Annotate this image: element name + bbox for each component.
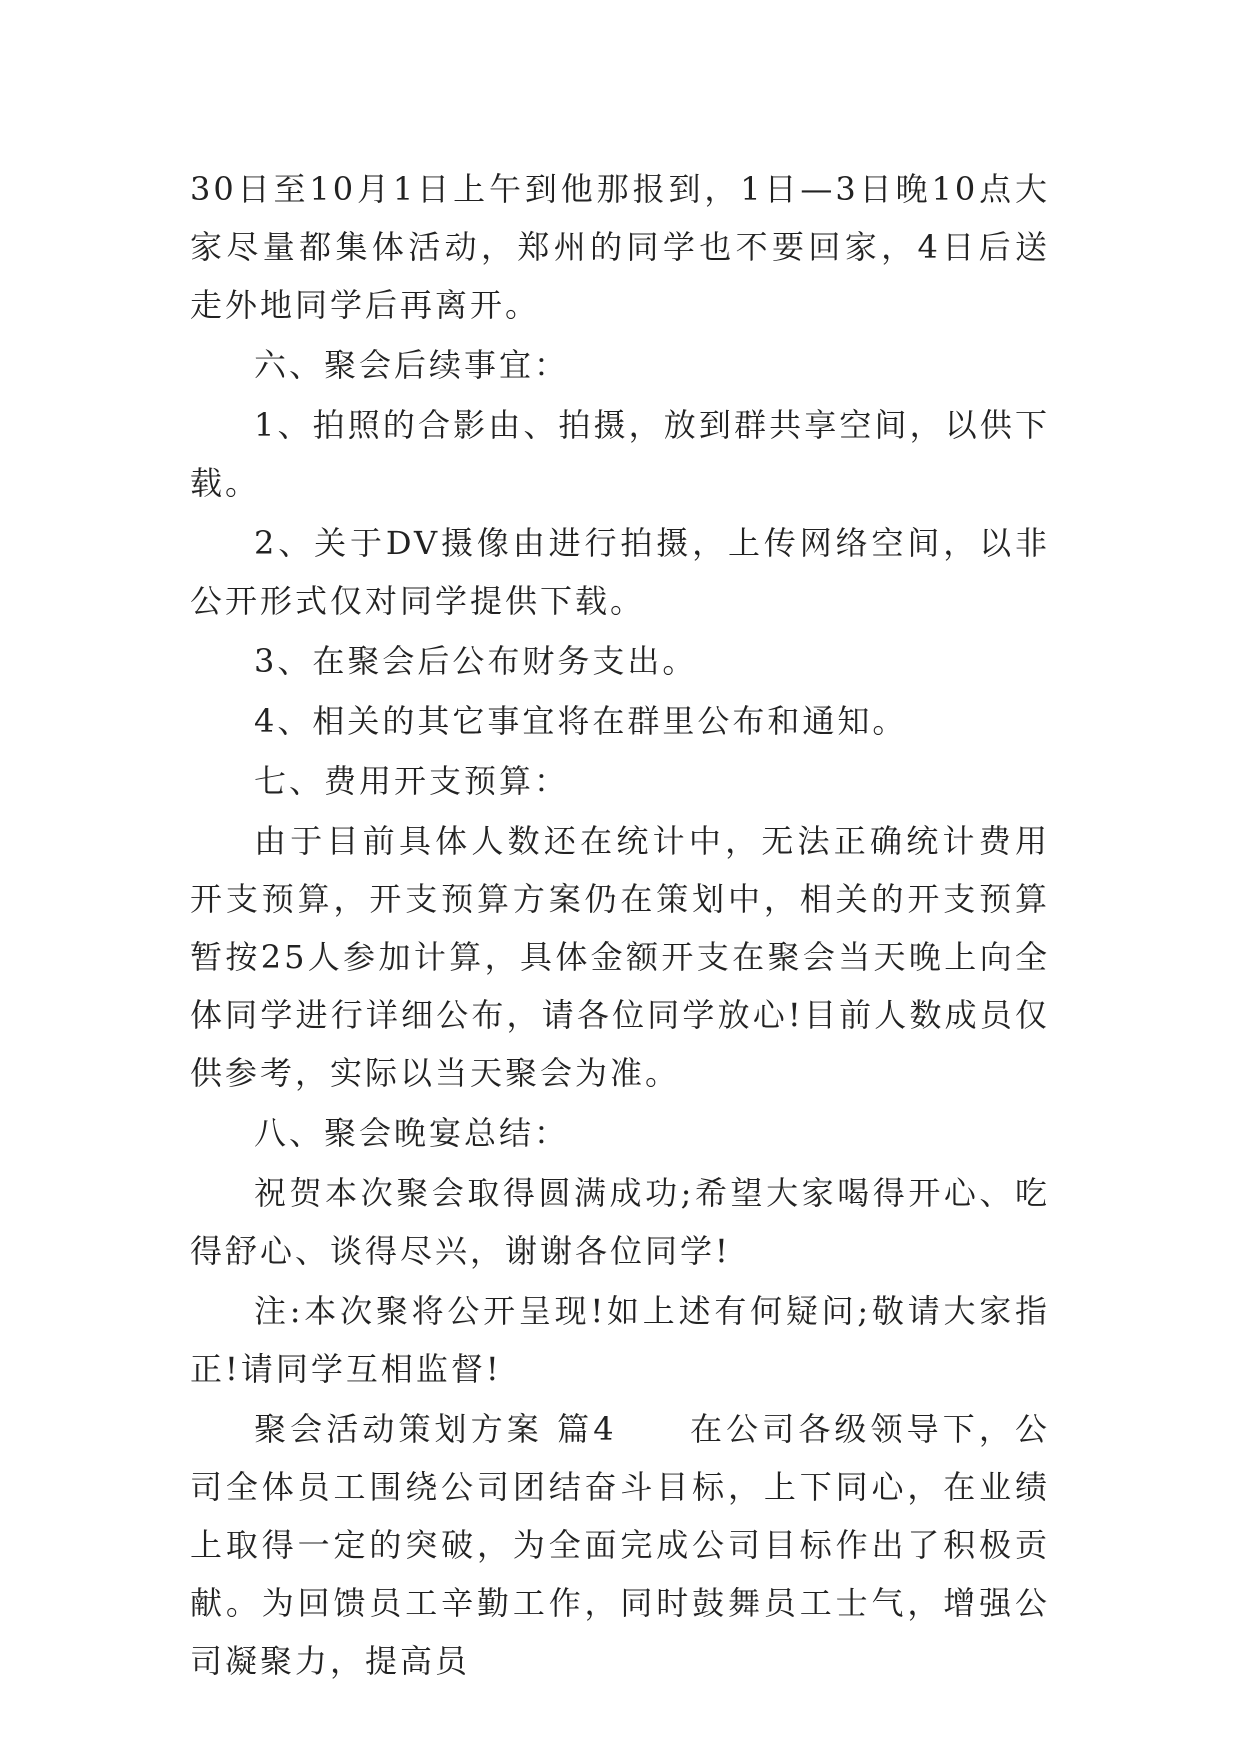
summary-paragraph: 祝贺本次聚会取得圆满成功;希望大家喝得开心、吃得舒心、谈得尽兴，谢谢各位同学!: [190, 1174, 1050, 1270]
document-body: [190, 160, 1050, 1692]
list-item-1: 1、拍照的合影由、拍摄，放到群共享空间，以供下载。: [190, 406, 1050, 502]
note-paragraph: 注:本次聚将公开呈现!如上述有何疑问;敬请大家指正!请同学互相监督!: [190, 1292, 1050, 1388]
budget-paragraph: 由于目前具体人数还在统计中，无法正确统计费用开支预算，开支预算方案仍在策划中，相关的开支预算暂按25人参加计算，具体金额开支在聚会当天晚上向全体同学进行详细公布，请各位同学放心!目前人数成员仅供参考，实际以当天聚会为准。: [190, 822, 1050, 1092]
list-item-3: 3、在聚会后公布财务支出。: [254, 642, 698, 680]
list-item-4: 4、相关的其它事宜将在群里公布和通知。: [254, 702, 908, 740]
section-heading-eight: 八、聚会晚宴总结：: [254, 1114, 570, 1152]
section-heading-six: 六、聚会后续事宜：: [254, 346, 570, 384]
list-item-2: 2、关于DV摄像由进行拍摄，上传网络空间，以非公开形式仅对同学提供下载。: [190, 524, 1050, 620]
section-heading-seven: 七、费用开支预算：: [254, 762, 570, 800]
plan-4-paragraph: 聚会活动策划方案 篇4 在公司各级领导下，公司全体员工围绕公司团结奋斗目标，上下同心，在业绩上取得一定的突破，为全面完成公司目标作出了积极贡献。为回馈员工辛勤工作，同时鼓舞员工士气，增强公司凝聚力，提高员: [190, 1410, 1050, 1680]
paragraph-continuation: 30日至10月1日上午到他那报到，1日—3日晚10点大家尽量都集体活动，郑州的同学也不要回家，4日后送走外地同学后再离开。: [190, 170, 1050, 324]
